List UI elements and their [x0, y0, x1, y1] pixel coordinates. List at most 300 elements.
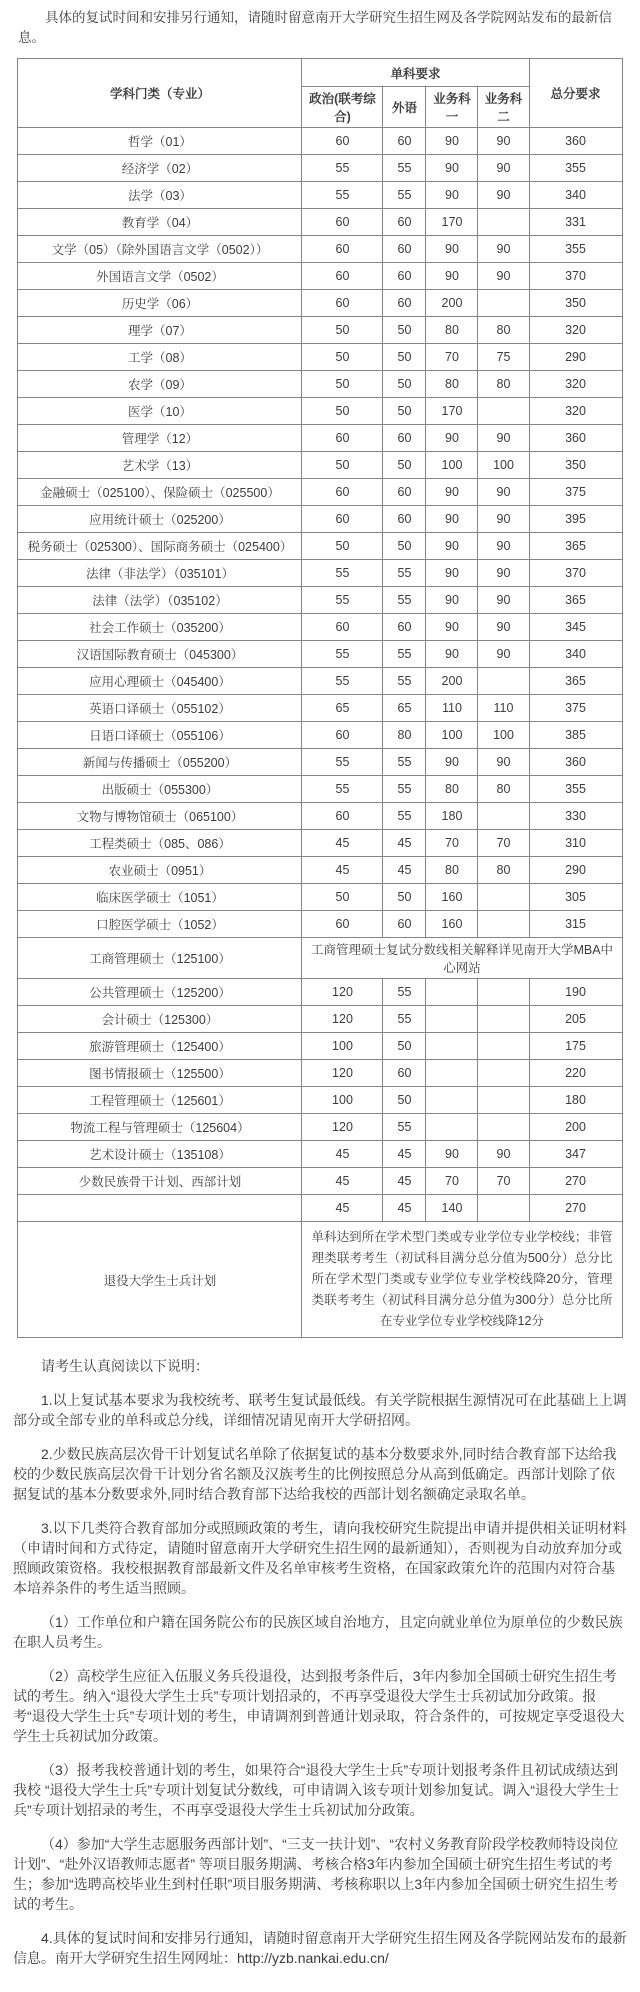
total-score-cell: 370 — [529, 560, 622, 587]
politics-score-cell: 60 — [302, 506, 383, 533]
table-row — [18, 803, 622, 830]
table-row — [18, 1114, 622, 1141]
foreign-score-cell: 50 — [383, 884, 426, 911]
note-paragraph-4: 4.具体的复试时间和安排另行通知，请随时留意南开大学研究生招生网及各学院网站发布的最新信息。南开大学研究生招生网网址：http://yzb.nankai.edu.cn/ — [13, 1930, 627, 1966]
subject2-score-cell: 90 — [478, 236, 529, 263]
table-row — [18, 263, 622, 290]
foreign-score-cell: 50 — [383, 533, 426, 560]
table-row — [18, 1033, 622, 1060]
subject2-score-cell — [478, 209, 529, 236]
category-cell: 历史学（06） — [18, 290, 302, 317]
table-row — [18, 587, 622, 614]
subject2-score-cell — [478, 1060, 529, 1087]
table-row — [18, 1222, 622, 1338]
category-cell: 艺术学（13） — [18, 452, 302, 479]
politics-score-cell: 55 — [302, 641, 383, 668]
foreign-score-cell: 60 — [383, 290, 426, 317]
table-row — [18, 614, 622, 641]
foreign-score-cell: 50 — [383, 1033, 426, 1060]
category-cell: 新闻与传播硕士（055200） — [18, 749, 302, 776]
subject2-score-cell: 70 — [478, 1168, 529, 1195]
table-row — [18, 749, 622, 776]
table-row — [18, 317, 622, 344]
subject2-score-cell: 90 — [478, 614, 529, 641]
subject1-score-cell — [426, 1033, 478, 1060]
total-score-cell: 347 — [529, 1141, 622, 1168]
politics-score-cell: 50 — [302, 398, 383, 425]
subject2-score-cell — [478, 884, 529, 911]
table-row — [18, 695, 622, 722]
subject1-score-cell: 80 — [426, 317, 478, 344]
total-score-cell: 355 — [529, 155, 622, 182]
politics-score-cell: 50 — [302, 344, 383, 371]
foreign-score-cell: 50 — [383, 1087, 426, 1114]
subject1-score-cell: 110 — [426, 695, 478, 722]
category-cell: 理学（07） — [18, 317, 302, 344]
foreign-score-cell: 55 — [383, 668, 426, 695]
subject1-score-cell — [426, 1060, 478, 1087]
total-score-cell: 360 — [529, 128, 622, 155]
subject1-score-cell: 90 — [426, 263, 478, 290]
subject2-score-cell: 90 — [478, 182, 529, 209]
category-cell: 工程管理硕士（125601） — [18, 1087, 302, 1114]
total-score-cell: 290 — [529, 344, 622, 371]
note-paragraph-1: 1.以上复试基本要求为我校统考、联考生复试最低线。有关学院根据生源情况可在此基础上上调部分或全部专业的单科或总分线，详细情况请见南开大学研招网。 — [13, 1392, 627, 1428]
politics-score-cell: 45 — [302, 1168, 383, 1195]
subject2-score-cell: 80 — [478, 776, 529, 803]
subject2-score-cell: 80 — [478, 857, 529, 884]
category-cell: 哲学（01） — [18, 128, 302, 155]
total-score-cell: 395 — [529, 506, 622, 533]
subject1-score-cell: 100 — [426, 722, 478, 749]
category-cell: 口腔医学硕士（1052） — [18, 911, 302, 938]
category-cell: 外国语言文学（0502） — [18, 263, 302, 290]
subject2-score-cell: 90 — [478, 128, 529, 155]
foreign-score-cell: 60 — [383, 1060, 426, 1087]
politics-score-cell: 55 — [302, 668, 383, 695]
foreign-score-cell: 55 — [383, 560, 426, 587]
note-paragraph-3-2: （2）高校学生应征入伍服义务兵役退役，达到报考条件后，3年内参加全国硕士研究生招生考试的考生。纳入“退役大学生士兵”专项计划招录的，不再享受退役大学生士兵初试加分政策。报考“退役大学生士兵”专项计划的考生，申请调剂到普通计划录取，符合条件的，可按规定享受退役大学生士兵初试加分政策。 — [13, 1668, 625, 1744]
category-cell: 应用心理硕士（045400） — [18, 668, 302, 695]
category-cell: 法学（03） — [18, 182, 302, 209]
table-row — [18, 641, 622, 668]
subject2-score-cell: 90 — [478, 560, 529, 587]
foreign-score-cell: 55 — [383, 803, 426, 830]
table-row — [18, 776, 622, 803]
politics-score-cell: 45 — [302, 857, 383, 884]
table-row — [18, 452, 622, 479]
politics-score-cell: 50 — [302, 317, 383, 344]
subject1-score-cell: 90 — [426, 155, 478, 182]
table-row — [18, 371, 622, 398]
category-cell: 艺术设计硕士（135108） — [18, 1141, 302, 1168]
subject1-score-cell: 90 — [426, 641, 478, 668]
subject2-score-cell: 90 — [478, 641, 529, 668]
subject2-score-cell: 90 — [478, 587, 529, 614]
note-paragraph-3-1: （1）工作单位和户籍在国务院公布的民族区域自治地方，且定向就业单位为原单位的少数民族在职人员考生。 — [13, 1614, 623, 1650]
category-cell: 管理学（12） — [18, 425, 302, 452]
subject2-score-cell — [478, 290, 529, 317]
subject2-score-cell: 75 — [478, 344, 529, 371]
subject2-score-cell: 100 — [478, 452, 529, 479]
politics-score-cell: 60 — [302, 722, 383, 749]
subject2-score-cell — [478, 1195, 529, 1222]
score-table — [17, 58, 622, 1338]
category-cell: 医学（10） — [18, 398, 302, 425]
politics-score-cell: 55 — [302, 776, 383, 803]
table-row — [18, 668, 622, 695]
category-cell: 会计硕士（125300） — [18, 1006, 302, 1033]
subject2-score-cell: 90 — [478, 425, 529, 452]
subject2-score-cell: 90 — [478, 1141, 529, 1168]
subject1-score-cell — [426, 1114, 478, 1141]
subject2-score-cell: 90 — [478, 155, 529, 182]
total-score-cell: 375 — [529, 695, 622, 722]
notes-title: 请考生认真阅读以下说明： — [41, 1358, 209, 1374]
subject2-score-cell — [478, 668, 529, 695]
politics-header: 政治(联考综合) — [302, 87, 383, 128]
politics-score-cell: 55 — [302, 587, 383, 614]
table-row — [18, 911, 622, 938]
category-cell: 物流工程与管理硕士（125604） — [18, 1114, 302, 1141]
table-row — [18, 128, 622, 155]
subject2-score-cell: 90 — [478, 749, 529, 776]
category-cell — [18, 1195, 302, 1222]
foreign-score-cell: 55 — [383, 776, 426, 803]
politics-score-cell: 120 — [302, 1060, 383, 1087]
politics-score-cell: 50 — [302, 884, 383, 911]
table-row — [18, 398, 622, 425]
category-cell: 英语口译硕士（055102） — [18, 695, 302, 722]
subject1-score-cell: 90 — [426, 236, 478, 263]
subject1-score-cell: 200 — [426, 290, 478, 317]
total-score-cell: 290 — [529, 857, 622, 884]
notes-section — [0, 1338, 640, 1968]
subject2-score-cell — [478, 398, 529, 425]
foreign-score-cell: 50 — [383, 317, 426, 344]
total-score-cell: 305 — [529, 884, 622, 911]
subject1-score-cell: 180 — [426, 803, 478, 830]
politics-score-cell: 120 — [302, 1114, 383, 1141]
table-row — [18, 479, 622, 506]
table-row — [18, 344, 622, 371]
foreign-score-cell: 60 — [383, 911, 426, 938]
politics-score-cell: 60 — [302, 128, 383, 155]
politics-score-cell: 55 — [302, 155, 383, 182]
total-score-cell: 355 — [529, 776, 622, 803]
politics-score-cell: 60 — [302, 803, 383, 830]
table-row — [18, 938, 622, 979]
subject2-score-cell — [478, 979, 529, 1006]
category-cell: 出版硕士（055300） — [18, 776, 302, 803]
subject1-score-cell: 90 — [426, 533, 478, 560]
politics-score-cell: 60 — [302, 209, 383, 236]
subject2-score-cell: 90 — [478, 479, 529, 506]
table-row — [18, 1195, 622, 1222]
subject2-score-cell: 100 — [478, 722, 529, 749]
category-cell: 图书情报硕士（125500） — [18, 1060, 302, 1087]
category-cell: 工商管理硕士（125100） — [18, 938, 302, 979]
total-score-cell: 320 — [529, 371, 622, 398]
subject2-score-cell: 90 — [478, 263, 529, 290]
subject1-score-cell: 90 — [426, 587, 478, 614]
foreign-score-cell: 50 — [383, 371, 426, 398]
subject1-score-cell — [426, 1087, 478, 1114]
total-score-cell: 355 — [529, 236, 622, 263]
foreign-score-cell: 60 — [383, 506, 426, 533]
politics-score-cell: 100 — [302, 1087, 383, 1114]
category-cell: 教育学（04） — [18, 209, 302, 236]
category-cell: 税务硕士（025300）、国际商务硕士（025400） — [18, 533, 302, 560]
total-score-cell: 310 — [529, 830, 622, 857]
politics-score-cell: 60 — [302, 425, 383, 452]
subject2-score-cell: 70 — [478, 830, 529, 857]
merged-note-cell: 工商管理硕士复试分数线相关解释详见南开大学MBA中心网站 — [302, 938, 622, 979]
foreign-score-cell: 60 — [383, 128, 426, 155]
subject2-score-cell — [478, 803, 529, 830]
table-row — [18, 979, 622, 1006]
politics-score-cell: 60 — [302, 290, 383, 317]
category-cell: 日语口译硕士（055106） — [18, 722, 302, 749]
subject1-score-cell: 160 — [426, 911, 478, 938]
politics-score-cell: 60 — [302, 614, 383, 641]
category-cell: 文学（05）（除外国语言文学（0502）） — [18, 236, 302, 263]
table-row — [18, 1006, 622, 1033]
note-paragraph-3-3: （3）报考我校普通计划的考生，如果符合“退役大学生士兵”专项计划报考条件且初试成绩达到我校 “退役大学生士兵”专项计划复试分数线，可申请调入该专项计划参加复试。调入“退役大学生士兵”专项计划招录的考生，不再享受退役大学生士兵初试加分政策。 — [13, 1762, 619, 1818]
table-row — [18, 1087, 622, 1114]
subject1-score-cell: 70 — [426, 1168, 478, 1195]
politics-score-cell: 50 — [302, 452, 383, 479]
table-row — [18, 236, 622, 263]
table-row — [18, 884, 622, 911]
table-row — [18, 1141, 622, 1168]
category-cell: 经济学（02） — [18, 155, 302, 182]
subject1-score-cell: 100 — [426, 452, 478, 479]
note-paragraph-3: 3.以下几类符合教育部加分或照顾政策的考生，请向我校研究生院提出申请并提供相关证明材料（申请时间和方式待定，请随时留意南开大学研究生招生网的最新通知），否则视为自动放弃加分或照顾政策资格。我校根据教育部最新文件及名单审核考生资格，在国家政策允许的范围内对符合基本培养条件的考生适当照顾。 — [13, 1520, 627, 1596]
total-score-cell: 360 — [529, 425, 622, 452]
politics-score-cell: 60 — [302, 479, 383, 506]
subject1-score-cell: 160 — [426, 884, 478, 911]
politics-score-cell: 60 — [302, 236, 383, 263]
foreign-score-cell: 55 — [383, 979, 426, 1006]
subject1-score-cell: 70 — [426, 344, 478, 371]
subject1-score-cell — [426, 1006, 478, 1033]
subject1-score-cell: 80 — [426, 857, 478, 884]
politics-score-cell: 50 — [302, 533, 383, 560]
category-cell: 临床医学硕士（1051） — [18, 884, 302, 911]
subject2-score-cell: 90 — [478, 506, 529, 533]
subject1-score-cell: 200 — [426, 668, 478, 695]
header-row-1 — [18, 59, 622, 87]
category-header: 学科门类（专业） — [18, 59, 302, 128]
foreign-language-header: 外语 — [383, 87, 426, 128]
foreign-score-cell: 60 — [383, 425, 426, 452]
politics-score-cell: 55 — [302, 560, 383, 587]
foreign-score-cell: 45 — [383, 1141, 426, 1168]
foreign-score-cell: 55 — [383, 641, 426, 668]
table-row — [18, 1060, 622, 1087]
subject2-header: 业务科二 — [478, 87, 529, 128]
subject1-score-cell: 90 — [426, 479, 478, 506]
table-row — [18, 560, 622, 587]
category-cell: 少数民族骨干计划、西部计划 — [18, 1168, 302, 1195]
total-score-cell: 340 — [529, 182, 622, 209]
total-score-header: 总分要求 — [529, 59, 622, 128]
foreign-score-cell: 50 — [383, 452, 426, 479]
politics-score-cell: 45 — [302, 830, 383, 857]
table-row — [18, 506, 622, 533]
category-cell: 工程类硕士（085、086） — [18, 830, 302, 857]
subject1-header: 业务科一 — [426, 87, 478, 128]
total-score-cell: 370 — [529, 263, 622, 290]
subject2-score-cell — [478, 1114, 529, 1141]
total-score-cell: 200 — [529, 1114, 622, 1141]
subject1-score-cell: 90 — [426, 560, 478, 587]
single-subject-header: 单科要求 — [302, 59, 529, 87]
category-cell: 法律（非法学）（035101） — [18, 560, 302, 587]
foreign-score-cell: 45 — [383, 857, 426, 884]
subject1-score-cell: 90 — [426, 128, 478, 155]
total-score-cell: 360 — [529, 749, 622, 776]
subject1-score-cell: 140 — [426, 1195, 478, 1222]
politics-score-cell: 120 — [302, 979, 383, 1006]
subject1-score-cell: 90 — [426, 506, 478, 533]
total-score-cell: 350 — [529, 452, 622, 479]
category-cell: 农业硕士（0951） — [18, 857, 302, 884]
politics-score-cell: 100 — [302, 1033, 383, 1060]
subject2-score-cell — [478, 1006, 529, 1033]
total-score-cell: 385 — [529, 722, 622, 749]
politics-score-cell: 60 — [302, 911, 383, 938]
total-score-cell: 315 — [529, 911, 622, 938]
foreign-score-cell: 55 — [383, 155, 426, 182]
table-row — [18, 290, 622, 317]
table-row — [18, 425, 622, 452]
table-row — [18, 209, 622, 236]
foreign-score-cell: 55 — [383, 1006, 426, 1033]
politics-score-cell: 60 — [302, 263, 383, 290]
table-row — [18, 533, 622, 560]
total-score-cell: 320 — [529, 317, 622, 344]
subject1-score-cell: 170 — [426, 209, 478, 236]
foreign-score-cell: 60 — [383, 209, 426, 236]
subject1-score-cell: 90 — [426, 614, 478, 641]
total-score-cell: 365 — [529, 668, 622, 695]
subject2-score-cell: 80 — [478, 371, 529, 398]
subject2-score-cell — [478, 1033, 529, 1060]
total-score-cell: 175 — [529, 1033, 622, 1060]
category-cell: 文物与博物馆硕士（065100） — [18, 803, 302, 830]
foreign-score-cell: 50 — [383, 398, 426, 425]
subject1-score-cell: 80 — [426, 371, 478, 398]
total-score-cell: 270 — [529, 1195, 622, 1222]
total-score-cell: 180 — [529, 1087, 622, 1114]
total-score-cell: 331 — [529, 209, 622, 236]
subject1-score-cell: 170 — [426, 398, 478, 425]
table-row — [18, 830, 622, 857]
total-score-cell: 365 — [529, 587, 622, 614]
foreign-score-cell: 45 — [383, 1168, 426, 1195]
table-row — [18, 1168, 622, 1195]
subject1-score-cell: 90 — [426, 1141, 478, 1168]
foreign-score-cell: 55 — [383, 587, 426, 614]
subject2-score-cell: 80 — [478, 317, 529, 344]
table-row — [18, 722, 622, 749]
category-cell: 旅游管理硕士（125400） — [18, 1033, 302, 1060]
total-score-cell: 330 — [529, 803, 622, 830]
politics-score-cell: 55 — [302, 182, 383, 209]
intro-paragraph: 具体的复试时间和安排另行通知，请随时留意南开大学研究生招生网及各学院网站发布的最新信息。 — [18, 10, 612, 45]
total-score-cell: 375 — [529, 479, 622, 506]
total-score-cell: 205 — [529, 1006, 622, 1033]
total-score-cell: 320 — [529, 398, 622, 425]
subject1-score-cell: 90 — [426, 182, 478, 209]
foreign-score-cell: 60 — [383, 263, 426, 290]
total-score-cell: 190 — [529, 979, 622, 1006]
politics-score-cell: 55 — [302, 749, 383, 776]
table-row — [18, 182, 622, 209]
foreign-score-cell: 55 — [383, 1114, 426, 1141]
table-row — [18, 155, 622, 182]
category-cell: 汉语国际教育硕士（045300） — [18, 641, 302, 668]
total-score-cell: 350 — [529, 290, 622, 317]
category-cell: 退役大学生士兵计划 — [18, 1222, 302, 1338]
foreign-score-cell: 55 — [383, 749, 426, 776]
politics-score-cell: 45 — [302, 1195, 383, 1222]
category-cell: 法律（法学）（035102） — [18, 587, 302, 614]
foreign-score-cell: 60 — [383, 236, 426, 263]
subject1-score-cell: 80 — [426, 776, 478, 803]
foreign-score-cell: 50 — [383, 344, 426, 371]
subject2-score-cell — [478, 1087, 529, 1114]
subject1-score-cell: 90 — [426, 425, 478, 452]
category-cell: 金融硕士（025100）、保险硕士（025500） — [18, 479, 302, 506]
note-paragraph-3-4: （4）参加“大学生志愿服务西部计划”、“三支一扶计划”、“农村义务教育阶段学校教师特设岗位计划”、“赴外汉语教师志愿者” 等项目服务期满、考核合格3年内参加全国硕士研究生招生考试的考生；参加“选聘高校毕业生到村任职”项目服务期满、考核称职以上3年内参加全国硕士研究生招生考试的考生。 — [13, 1836, 619, 1912]
subject2-score-cell: 110 — [478, 695, 529, 722]
foreign-score-cell: 45 — [383, 830, 426, 857]
subject2-score-cell: 90 — [478, 533, 529, 560]
category-cell: 社会工作硕士（035200） — [18, 614, 302, 641]
total-score-cell: 220 — [529, 1060, 622, 1087]
foreign-score-cell: 65 — [383, 695, 426, 722]
total-score-cell: 340 — [529, 641, 622, 668]
table-row — [18, 857, 622, 884]
total-score-cell: 270 — [529, 1168, 622, 1195]
politics-score-cell: 45 — [302, 1141, 383, 1168]
foreign-score-cell: 45 — [383, 1195, 426, 1222]
foreign-score-cell: 60 — [383, 479, 426, 506]
total-score-cell: 345 — [529, 614, 622, 641]
note-paragraph-2: 2.少数民族高层次骨干计划复试名单除了依据复试的基本分数要求外,同时结合教育部下达给我校的少数民族高层次骨干计划分省名额及汉族考生的比例按照总分从高到低确定。西部计划除了依据复试的基本分数要求外,同时结合教育部下达给我校的西部计划名额确定录取名单。 — [13, 1446, 617, 1502]
foreign-score-cell: 55 — [383, 182, 426, 209]
subject1-score-cell: 90 — [426, 749, 478, 776]
score-table-body — [18, 128, 622, 1338]
subject1-score-cell: 70 — [426, 830, 478, 857]
category-cell: 农学（09） — [18, 371, 302, 398]
politics-score-cell: 50 — [302, 371, 383, 398]
subject1-score-cell — [426, 979, 478, 1006]
foreign-score-cell: 80 — [383, 722, 426, 749]
category-cell: 公共管理硕士（125200） — [18, 979, 302, 1006]
subject2-score-cell — [478, 911, 529, 938]
score-table-header — [18, 59, 622, 128]
politics-score-cell: 65 — [302, 695, 383, 722]
total-score-cell: 365 — [529, 533, 622, 560]
merged-note-cell: 单科达到所在学术型门类或专业学位专业学校线；非管理类联考考生（初试科目满分总分值为500分）总分比所在学术型门类或专业学位专业学校线降20分，管理类联考考生（初试科目满分总分值为300分）总分比所在专业学位专业学校线降12分 — [302, 1222, 622, 1338]
politics-score-cell: 120 — [302, 1006, 383, 1033]
category-cell: 工学（08） — [18, 344, 302, 371]
category-cell: 应用统计硕士（025200） — [18, 506, 302, 533]
